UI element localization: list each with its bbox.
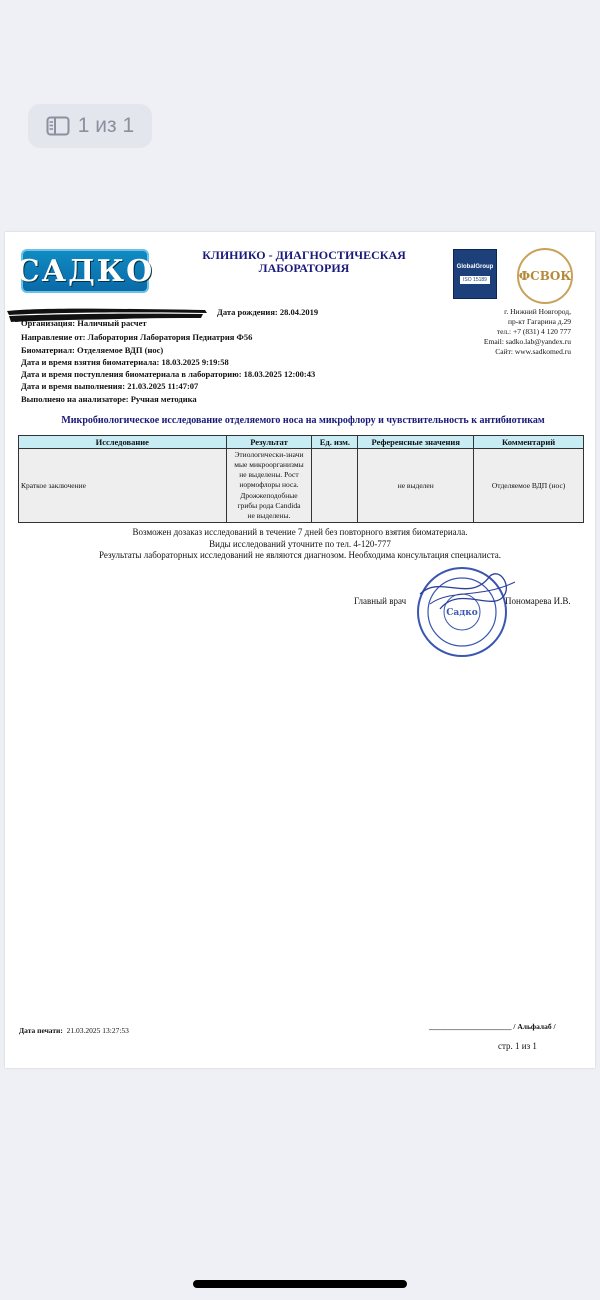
signature-name: Пономарева И.В. bbox=[505, 596, 571, 606]
cell-result: Этиологически-значи мые микроорганизмы не выделены. Рост нормофлоры носа. Дрожжеподобные грибы рода Candida не выделены. bbox=[226, 449, 312, 523]
lab-title: КЛИНИКО - ДИАГНОСТИЧЕСКАЯ ЛАБОРАТОРИЯ bbox=[202, 248, 406, 275]
home-indicator[interactable] bbox=[193, 1280, 407, 1288]
lab-contacts: г. Нижний Новгород, пр-кт Гагарина д.29 тел.: +7 (831) 4 120 777 Email: sadko.lab@yandex.ru Сайт: www.sadkomed.ru bbox=[483, 307, 571, 356]
col-unit: Ед. изм. bbox=[312, 436, 358, 449]
biomaterial: Биоматериал: Отделяемое ВДП (нос) bbox=[21, 345, 164, 355]
table-row bbox=[19, 449, 584, 523]
note-disclaimer: Результаты лабораторных исследований не являются диагнозом. Необходима консультация специалиста. bbox=[98, 550, 502, 560]
svg-text:Садко: Садко bbox=[446, 608, 478, 618]
fsvok-logo: ФСВОК bbox=[517, 248, 573, 304]
cell-test: Краткое заключение bbox=[19, 449, 227, 523]
col-result: Результат bbox=[226, 436, 312, 449]
note-phone: Виды исследований уточните по тел. 4-120-777 bbox=[209, 539, 391, 549]
sidebar-icon bbox=[46, 116, 70, 136]
stamp-icon bbox=[410, 564, 520, 658]
page-indicator[interactable] bbox=[28, 104, 152, 148]
col-comment: Комментарий bbox=[474, 436, 584, 449]
referral: Направление от: Лаборатория Лаборатория Педиатрия Ф56 bbox=[21, 332, 253, 342]
birth-date: Дата рождения: 28.04.2019 bbox=[217, 307, 319, 317]
signature-role: Главный врач bbox=[354, 596, 407, 606]
sadko-logo: САДКО bbox=[21, 249, 149, 293]
cell-reference: не выделен bbox=[358, 449, 474, 523]
table-header-row bbox=[19, 436, 584, 449]
col-test: Исследование bbox=[19, 436, 227, 449]
signer-line: ______________________ / Альфалаб / bbox=[429, 1022, 556, 1031]
lab-report-document bbox=[5, 232, 595, 1068]
page-number: стр. 1 из 1 bbox=[498, 1041, 537, 1051]
received-datetime: Дата и время поступления биоматериала в лабораторию: 18.03.2025 12:00:43 bbox=[21, 369, 316, 379]
collect-datetime: Дата и время взятия биоматериала: 18.03.2025 9:19:58 bbox=[21, 357, 229, 367]
study-title: Микробиологическое исследование отделяемого носа на микрофлору и чувствительность к антибиотикам bbox=[61, 415, 545, 426]
done-datetime: Дата и время выполнения: 21.03.2025 11:47:07 bbox=[21, 381, 199, 391]
col-reference: Референсные значения bbox=[358, 436, 474, 449]
page-indicator-label: 1 из 1 bbox=[77, 114, 135, 137]
results-table bbox=[18, 435, 584, 523]
organization: Организация: Наличный расчет bbox=[21, 318, 147, 328]
print-date: Дата печати: 21.03.2025 13:27:53 bbox=[19, 1026, 129, 1035]
cell-comment: Отделяемое ВДП (нос) bbox=[474, 449, 584, 523]
iso-certificate-badge: GlobalGroup ISO 15189 bbox=[453, 249, 497, 299]
note-reorder: Возможен дозаказ исследований в течение 7 дней без повторного взятия биоматериала. bbox=[132, 527, 468, 537]
cell-unit bbox=[312, 449, 358, 523]
analyzer: Выполнено на анализаторе: Ручная методика bbox=[21, 394, 197, 404]
